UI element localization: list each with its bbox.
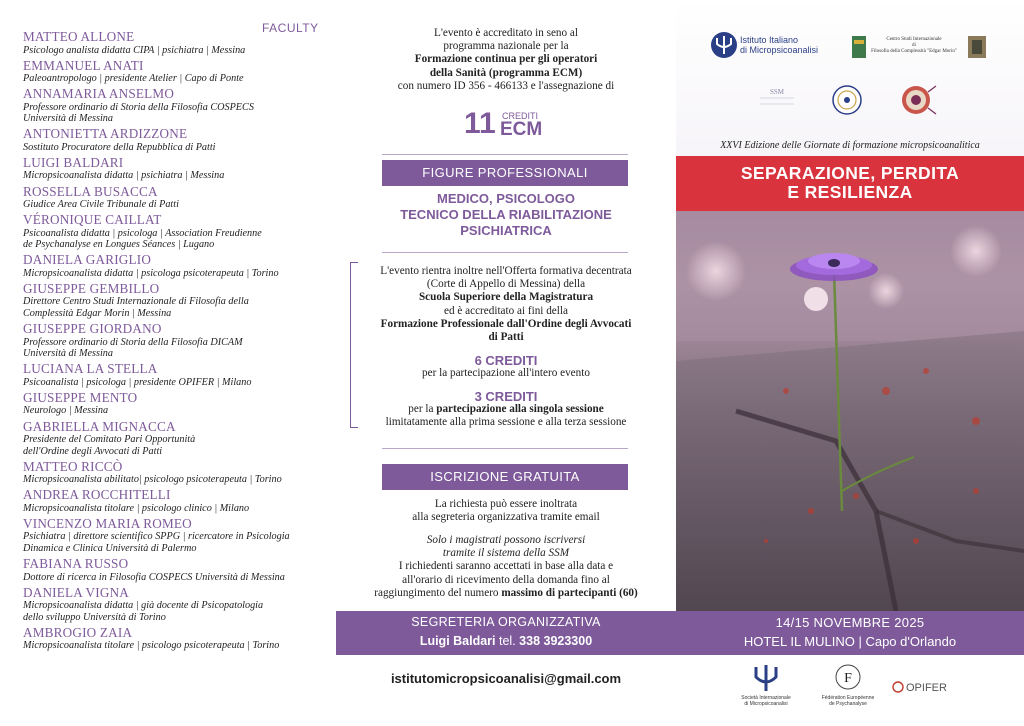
faculty-member-role: Dinamica e Clinica Università di Palermo [23, 542, 197, 554]
faculty-member-role: Psicoanalista didatta | psicologa | Association Freudienne [23, 227, 262, 239]
accreditation-line: con numero ID 356 - 466133 e l'assegnazione di [397, 79, 615, 92]
logo-fep-line1: Fédération Européenne [821, 695, 875, 701]
faculty-member-role: de Psychanalyse en Longues Séances | Lugano [23, 239, 215, 251]
divider [382, 448, 628, 449]
faculty-member-name: ANTONIETTA ARDIZZONE [23, 126, 188, 142]
faculty-member-name: GABRIELLA MIGNACCA [23, 418, 176, 434]
faculty-member-role: Professore ordinario di Storia della Filosofia DICAM [23, 336, 243, 348]
morin-logo-icon [852, 36, 986, 58]
flower-icon [676, 211, 1024, 611]
faculty-member-role: Micropsicoanalista didatta | già docente di Psicopatologia [23, 600, 264, 612]
ecm-crediti: CREDITI [502, 111, 538, 121]
faculty-member [23, 282, 333, 320]
faculty-member [23, 30, 333, 56]
top-logos-svg [676, 0, 1024, 140]
logo-iim-line2: di Micropsicoanalisi [740, 45, 819, 55]
ssm-logo-icon [760, 88, 794, 104]
faculty-list [23, 30, 333, 654]
event-date: 14/15 NOVEMBRE 2025 [775, 615, 925, 630]
faculty-member [23, 517, 333, 555]
faculty-member [23, 362, 333, 388]
faculty-member [23, 488, 333, 514]
decentrata-line: (Corte di Appello di Messina) della [426, 278, 586, 291]
faculty-member-role: Micropsicoanalista didatta | psicologa psicoterapeuta | Torino [23, 267, 279, 279]
event-title-line2: E RESILIENZA [787, 182, 913, 202]
cover-photo [676, 211, 1024, 611]
secretariat-tel-label: tel. [499, 634, 516, 648]
partner-logos [676, 0, 1024, 160]
faculty-member-role: Università di Messina [23, 348, 113, 360]
psi-logo-icon [741, 665, 791, 707]
divider [382, 154, 628, 155]
ecm-number: 11 [464, 107, 496, 140]
faculty-member-name: ANNAMARIA ANSELMO [23, 86, 175, 102]
event-title-line1: SEPARAZIONE, PERDITA [740, 163, 960, 183]
accreditation-line: L'evento è accreditato in seno al [434, 27, 578, 39]
secretariat-email[interactable]: istitutomicropsicoanalisi@gmail.com [390, 671, 622, 686]
faculty-member-name: GIUSEPPE GEMBILLO [23, 280, 160, 296]
registration-line: I richiedenti saranno accettati in base alla data e [398, 560, 614, 573]
registration-text [336, 498, 676, 524]
event-title [676, 156, 1024, 211]
opifer-logo-icon [893, 682, 947, 694]
bottom-logos [676, 655, 1024, 726]
secretariat-tel: 338 3923300 [519, 634, 593, 648]
psi-logo-icon [711, 32, 818, 58]
faculty-member-role: Professore ordinario di Storia della Filosofia COSPECS [23, 101, 254, 113]
faculty-member-name: GIUSEPPE MENTO [23, 389, 138, 405]
faculty-member-role: Dottore di ricerca in Filosofia COSPECS Università di Messina [23, 571, 285, 583]
faculty-member-role: Micropsicoanalista titolare | psicologo clinico | Milano [23, 502, 250, 514]
faculty-member [23, 322, 333, 360]
faculty-member-role: Paleoantropologo | presidente Atelier | Capo di Ponte [23, 73, 244, 85]
faculty-member-role: Psichiatra | direttore scientifico SPPG | ricercatore in Psicologia [23, 531, 290, 543]
registration-line-bold: massimo di partecipanti (60) [501, 586, 638, 599]
decentrata-line: L'evento rientra inoltre nell'Offerta formativa decentrata [380, 265, 632, 277]
logo-morin-line2: di [912, 43, 916, 48]
faculty-member-role: Psicoanalista | psicologa | presidente OPIFER | Milano [23, 376, 252, 388]
decentrata-line: ed è accreditato ai fini della [444, 304, 568, 317]
logo-opifer: OPIFER [906, 682, 947, 694]
faculty-member-name: LUIGI BALDARI [23, 154, 124, 170]
accreditation-text [336, 27, 676, 93]
faculty-member [23, 253, 333, 279]
registration-line: Solo i magistrati possono iscriversi [426, 534, 586, 546]
faculty-member-role: Università di Messina [23, 113, 113, 125]
profession: TECNICO DELLA RIABILITAZIONE [400, 207, 612, 222]
faculty-member-role: Psicologo analista didatta CIPA | psichiatra | Messina [23, 44, 246, 56]
logo-sim-line2: di Micropsicoanalisi [744, 701, 788, 707]
registration-line: alla segreteria organizzativa tramite email [412, 511, 600, 524]
ecm-label: ECM [500, 119, 543, 140]
faculty-member [23, 59, 333, 85]
faculty-member-name: VÉRONIQUE CAILLAT [23, 212, 162, 228]
seal-logo-icon [833, 86, 861, 114]
logo-morin-line3: Filosofia della Complessità "Edgar Morin" [871, 49, 957, 54]
faculty-member-role: Complessità Edgar Morin | Messina [23, 308, 172, 320]
faculty-member-role: Giudice Area Civile Tribunale di Patti [23, 199, 179, 211]
faculty-member-name: FABIANA RUSSO [23, 556, 129, 572]
credits-single-desc: per la [408, 403, 437, 416]
credits-full-value: 6 CREDITI [474, 353, 538, 368]
credits-single-desc-bold: partecipazione alla singola sessione [436, 403, 604, 416]
faculty-member-role: Neurologo | Messina [23, 405, 109, 417]
decentrata-line: Formazione Professionale dall'Ordine degli Avvocati [380, 317, 632, 330]
decentrata-text [336, 265, 676, 344]
faculty-member-name: EMMANUEL ANATI [23, 57, 144, 73]
accreditation-line: della Sanità (programma ECM) [429, 66, 583, 79]
faculty-panel [0, 0, 336, 726]
faculty-member [23, 156, 333, 182]
faculty-member [23, 127, 333, 153]
credits-full-desc: per la partecipazione all'intero evento [422, 367, 590, 380]
credits-single-desc2: limitatamente alla prima sessione e alla terza sessione [385, 416, 627, 429]
faculty-member-name: DANIELA GARIGLIO [23, 252, 152, 268]
faculty-member-name: AMBROGIO ZAIA [23, 624, 133, 640]
professions-list [336, 191, 676, 239]
faculty-member-name: MATTEO RICCÒ [23, 458, 123, 474]
registration-line: all'orario di ricevimento della domanda fino al [402, 573, 610, 586]
credits-single [336, 390, 676, 430]
secretariat-name: Luigi Baldari [419, 634, 496, 648]
profession: PSICHIATRICA [460, 223, 552, 238]
faculty-member [23, 87, 333, 125]
faculty-member [23, 626, 333, 652]
faculty-member-name: ROSSELLA BUSACCA [23, 183, 158, 199]
decentrata-line: di Patti [488, 331, 524, 344]
svg-text:F: F [844, 671, 852, 686]
info-panel [336, 0, 676, 610]
accreditation-line: programma nazionale per la [443, 40, 569, 53]
logo-iim-line1: Istituto Italiano [740, 35, 799, 45]
faculty-member-name: LUCIANA LA STELLA [23, 361, 158, 377]
faculty-member-role: Micropsicoanalista didatta | psichiatra | Messina [23, 170, 225, 182]
faculty-member [23, 586, 333, 624]
professional-figures-bar: FIGURE PROFESSIONALI [382, 160, 628, 186]
faculty-member [23, 391, 333, 417]
secretariat-title: SEGRETERIA ORGANIZZATIVA [411, 615, 601, 629]
faculty-member-role: Direttore Centro Studi Internazionale di Filosofia della [23, 296, 249, 308]
secretariat-contact [336, 634, 676, 648]
ecm-credits [464, 107, 554, 141]
faculty-member-name: MATTEO ALLONE [23, 29, 135, 44]
faculty-member [23, 420, 333, 458]
faculty-member-role: Presidente del Comitato Pari Opportunità [23, 434, 196, 445]
registration-line: La richiesta può essere inoltrata [434, 498, 578, 510]
faculty-member-role: Sostituto Procuratore della Repubblica di Patti [23, 141, 216, 153]
faculty-member-role: Micropsicoanalista titolare | psicologo psicoterapeuta | Torino [23, 640, 280, 652]
court-logo-icon [902, 86, 936, 114]
registration-line: raggiungimento del numero [374, 586, 502, 599]
faculty-member-name: ANDREA ROCCHITELLI [23, 487, 171, 503]
faculty-member [23, 460, 333, 486]
faculty-member [23, 185, 333, 211]
profession: MEDICO, PSICOLOGO [437, 191, 575, 206]
footer-band [336, 611, 1024, 655]
decentrata-line: Scuola Superiore della Magistratura [418, 291, 594, 304]
bottom-logos-svg [676, 655, 1024, 726]
magistrates-text [336, 534, 676, 600]
faculty-member-name: DANIELA VIGNA [23, 584, 130, 600]
event-venue: HOTEL IL MULINO | Capo d'Orlando [743, 634, 957, 649]
registration-line: tramite il sistema della SSM [442, 547, 570, 560]
accreditation-line: Formazione continua per gli operatori [414, 53, 598, 66]
faculty-member-name: VINCENZO MARIA ROMEO [23, 515, 192, 531]
faculty-member-name: GIUSEPPE GIORDANO [23, 321, 162, 337]
logo-morin-line1: Centro Studi Internazionale [886, 37, 942, 42]
logo-fep-line2: de Psychanalyse [829, 701, 867, 707]
faculty-member-role: dello sviluppo Università di Torino [23, 611, 166, 623]
fep-logo-icon [822, 665, 875, 707]
edition-text: XXVI Edizione delle Giornate di formazione micropsicoanalitica [720, 140, 980, 151]
registration-bar: ISCRIZIONE GRATUITA [382, 464, 628, 490]
faculty-member [23, 557, 333, 583]
faculty-member [23, 213, 333, 251]
faculty-member-role: dell'Ordine degli Avvocati di Patti [23, 445, 163, 457]
logo-ssm: SSM [769, 88, 785, 96]
credits-single-value: 3 CREDITI [474, 389, 538, 404]
logo-sim-line1: Società Internazionale [741, 695, 791, 701]
credits-full [336, 354, 676, 380]
faculty-member-role: Micropsicoanalista abilitato| psicologo psicoterapeuta | Torino [23, 474, 282, 486]
faculty-heading: FACULTY [262, 21, 319, 35]
divider [382, 252, 628, 253]
